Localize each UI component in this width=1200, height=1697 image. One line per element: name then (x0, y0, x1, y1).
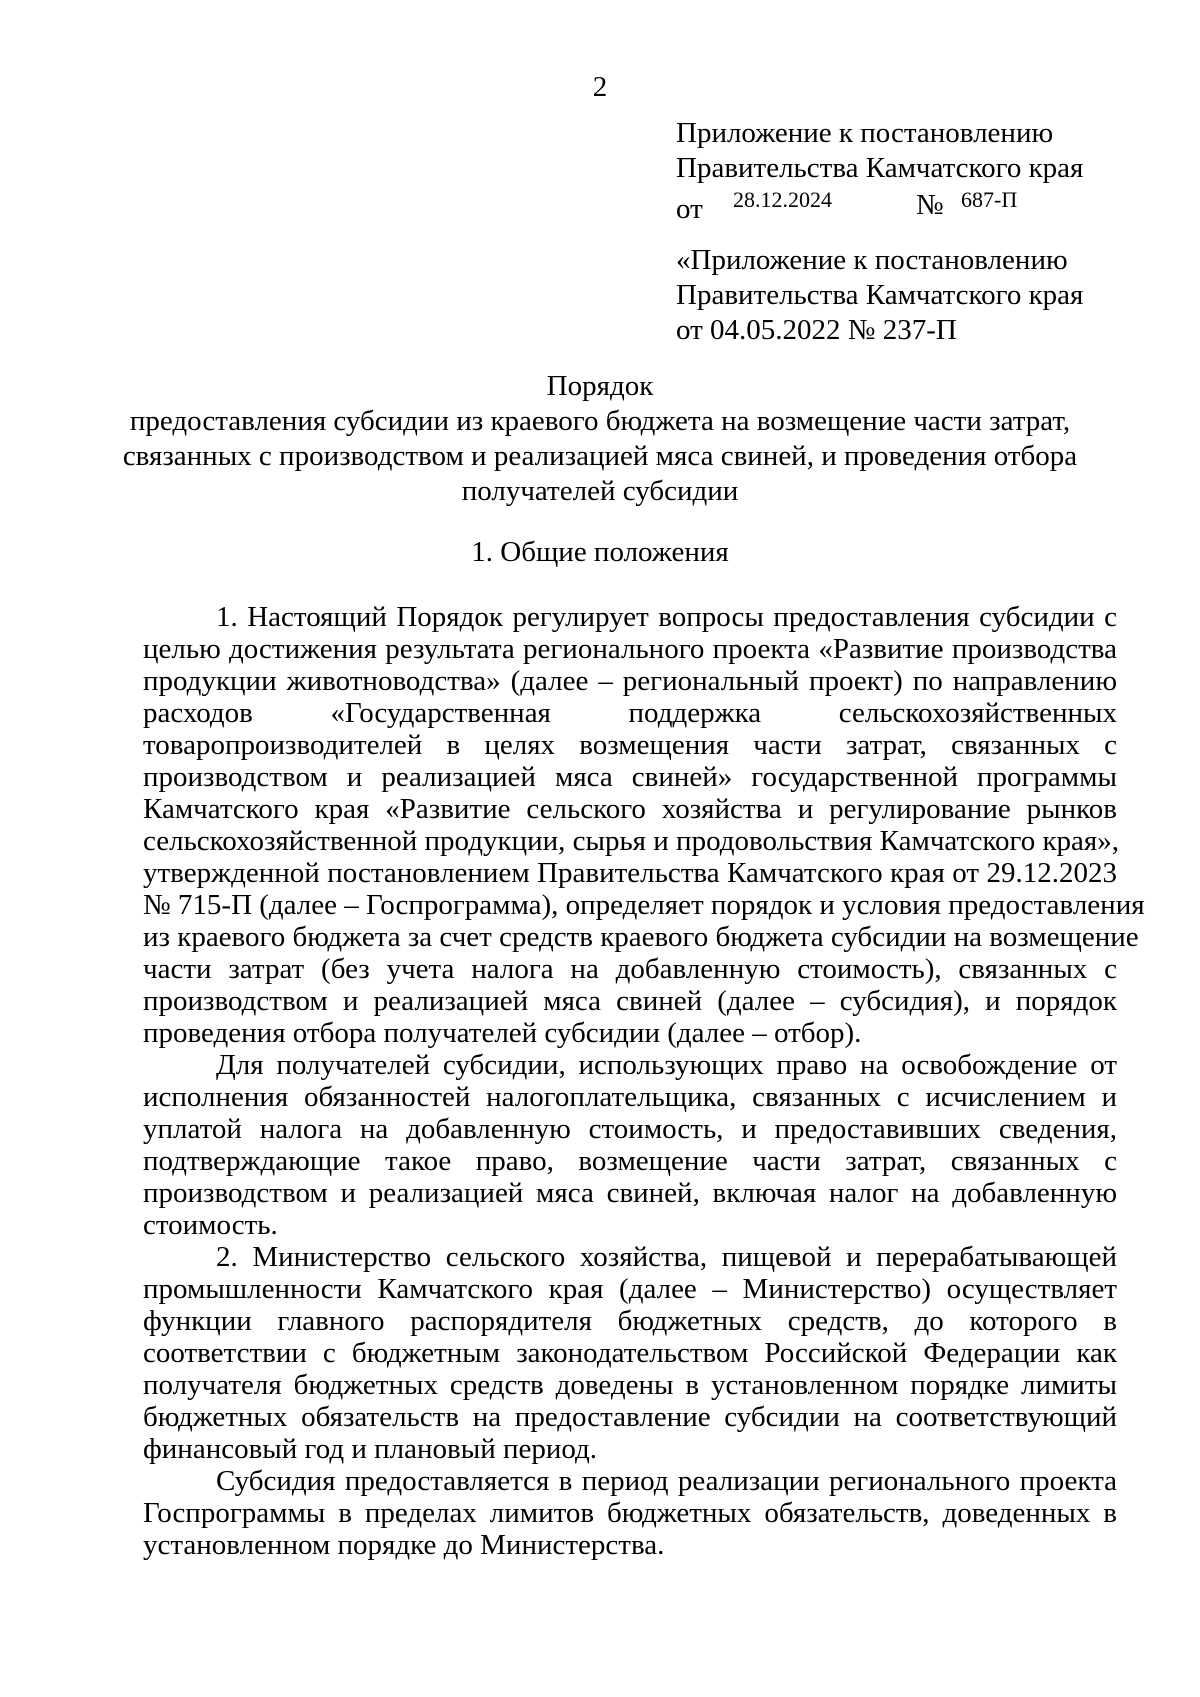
paragraph-line: финансовый год и плановый период. (143, 1433, 598, 1465)
approval-number: 687-П (961, 187, 1018, 212)
approval-line: Правительства Камчатского края (676, 279, 1084, 311)
document-title (100, 369, 1100, 509)
paragraph-line: № 715-П (далее – Госпрограмма), определяет порядок и условия предоставления (143, 889, 1145, 921)
approval-date-prefix: от (676, 193, 703, 225)
paragraph-line: расходов «Государственная поддержка сельскохозяйственных (143, 697, 1117, 729)
paragraph-line: Для получателей субсидии, использующих право на освобождение от (216, 1049, 1117, 1081)
paragraph (143, 601, 1145, 1049)
paragraph-line: уплатой налога на добавленную стоимость, и предоставивших сведения, (143, 1113, 1117, 1145)
paragraph (143, 1465, 1117, 1561)
approval-reference (676, 186, 1083, 226)
paragraph-line: функции главного распорядителя бюджетных средств, до которого в (143, 1305, 1117, 1337)
paragraph-line: промышленности Камчатского края (далее – Министерство) осуществляет (143, 1273, 1117, 1305)
paragraph-line: стоимость. (143, 1209, 278, 1241)
title-line: Порядок (546, 370, 654, 402)
paragraph-line: производством и реализацией мяса свиней» государственной программы (143, 761, 1117, 793)
paragraph-line: исполнения обязанностей налогоплательщика, связанных с исчислением и (143, 1081, 1117, 1113)
paragraph-line: 2. Министерство сельского хозяйства, пищевой и перерабатывающей (216, 1241, 1117, 1273)
paragraph-line: получателя бюджетных средств доведены в установленном порядке лимиты (143, 1369, 1117, 1401)
paragraph-line: 1. Настоящий Порядок регулирует вопросы предоставления субсидии с (216, 601, 1117, 633)
approval-number-sign: № (916, 189, 944, 221)
approval-stamp-original (676, 243, 1083, 348)
paragraph-line: Субсидия предоставляется в период реализации регионального проекта (216, 1465, 1117, 1497)
approval-line: от 04.05.2022 № 237-П (676, 314, 957, 346)
paragraph-line: проведения отбора получателей субсидии (далее – отбор). (143, 1017, 862, 1049)
paragraph-line: Госпрограммы в пределах лимитов бюджетных обязательств, доведенных в (143, 1497, 1117, 1529)
title-line: связанных с производством и реализацией мяса свиней, и проведения отбора (122, 440, 1078, 472)
paragraph-line: из краевого бюджета за счет средств краевого бюджета субсидии на возмещение (143, 921, 1139, 953)
page-number: 2 (592, 71, 608, 103)
paragraph-line: продукции животноводства» (далее – региональный проект) по направлению (143, 665, 1117, 697)
paragraph-line: Камчатского края «Развитие сельского хозяйства и регулирование рынков (143, 793, 1117, 825)
paragraph-line: целью достижения результата регионального проекта «Развитие производства (143, 633, 1117, 665)
paragraph-line: производством и реализацией мяса свиней, включая налог на добавленную (143, 1177, 1117, 1209)
paragraph (143, 1049, 1117, 1241)
paragraph (143, 1241, 1117, 1465)
approval-stamp-current (676, 116, 1083, 226)
approval-line: «Приложение к постановлению (676, 244, 1068, 276)
approval-line: Правительства Камчатского края (676, 152, 1084, 184)
approval-line: Приложение к постановлению (676, 117, 1054, 149)
paragraph-line: подтверждающие такое право, возмещение части затрат, связанных с (143, 1145, 1117, 1177)
paragraph-line: производством и реализацией мяса свиней (далее – субсидия), и порядок (143, 985, 1117, 1017)
section-heading: 1. Общие положения (471, 536, 729, 568)
title-line: получателей субсидии (461, 475, 739, 507)
body-text (143, 601, 1145, 1561)
title-line: предоставления субсидии из краевого бюджета на возмещение части затрат, (129, 405, 1071, 437)
paragraph-line: установленном порядке до Министерства. (143, 1529, 665, 1561)
paragraph-line: бюджетных обязательств на предоставление субсидии на соответствующий (143, 1401, 1117, 1433)
paragraph-line: части затрат (без учета налога на добавленную стоимость), связанных с (143, 953, 1117, 985)
approval-date: 28.12.2024 (733, 187, 832, 212)
paragraph-line: товаропроизводителей в целях возмещения части затрат, связанных с (143, 729, 1117, 761)
paragraph-line: утвержденной постановлением Правительства Камчатского края от 29.12.2023 (143, 857, 1117, 889)
paragraph-line: соответствии с бюджетным законодательством Российской Федерации как (143, 1337, 1117, 1369)
paragraph-line: сельскохозяйственной продукции, сырья и продовольствия Камчатского края», (143, 825, 1120, 857)
